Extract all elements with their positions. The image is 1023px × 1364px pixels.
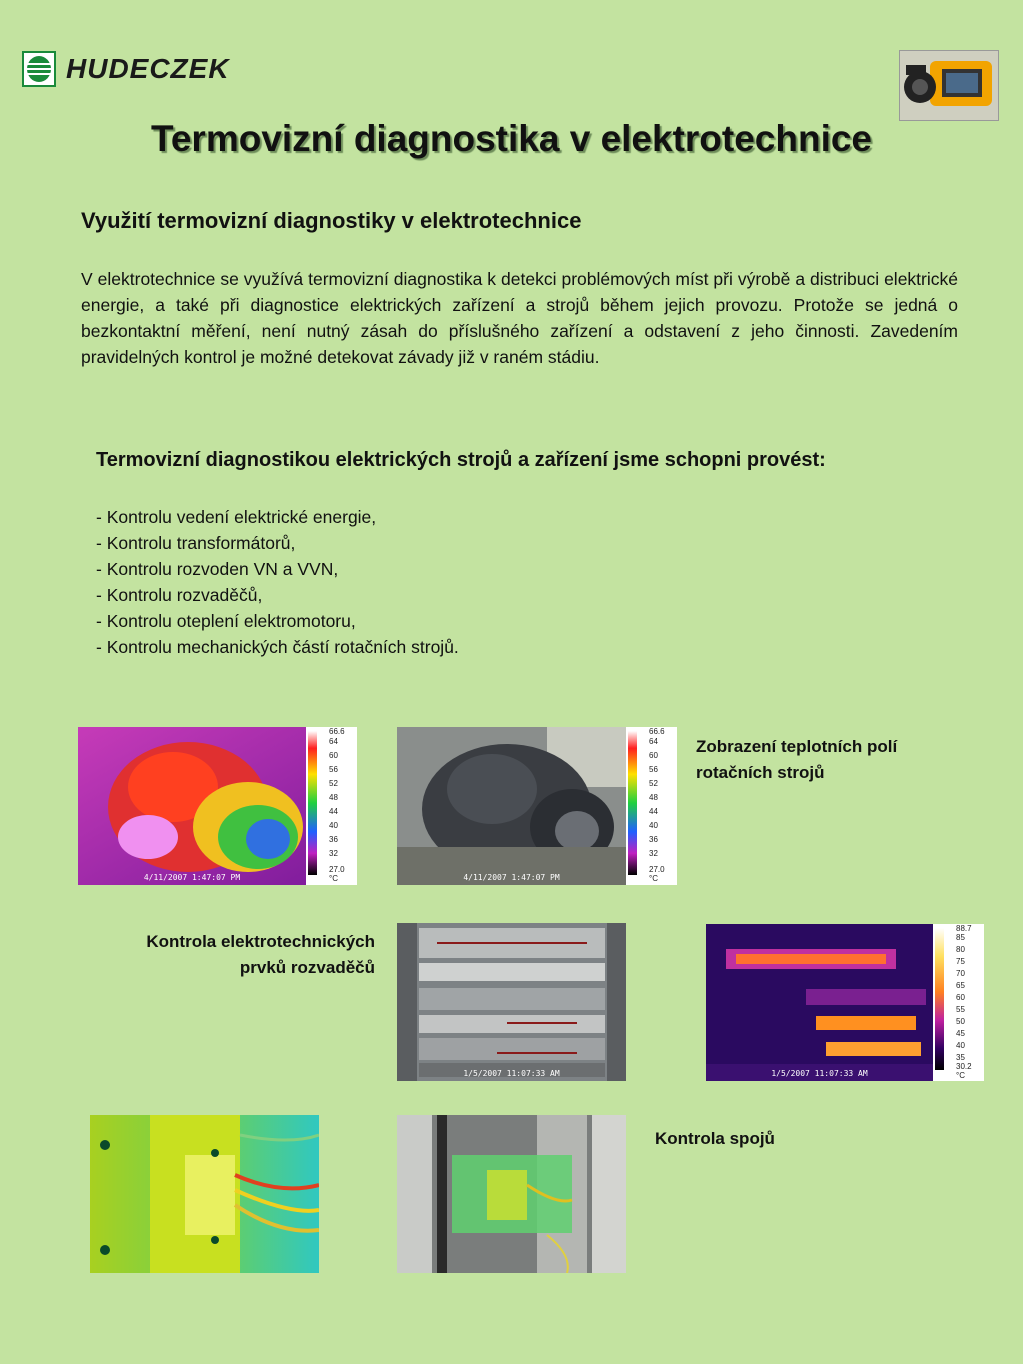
scale-tick: 36	[649, 835, 658, 844]
scale-tick: 44	[329, 807, 338, 816]
scale-tick: 60	[649, 751, 658, 760]
scale-tick: 35	[956, 1053, 965, 1062]
section-heading-usage: Využití termovizní diagnostiky v elektrotechnice	[81, 208, 582, 233]
list-item: - Kontrolu rozvoden VN a VVN,	[96, 559, 339, 579]
list-item: - Kontrolu mechanických částí rotačních strojů.	[96, 637, 459, 657]
scale-tick: 36	[329, 835, 338, 844]
timestamp: 4/11/2007 1:47:07 PM	[463, 873, 560, 882]
company-logo	[22, 50, 230, 88]
scale-tick: 48	[329, 793, 338, 802]
caption-switchboard: Kontrola elektrotechnických prvků rozvaděčů	[146, 932, 375, 977]
scale-tick: 44	[649, 807, 658, 816]
switchboard-thermogram-image	[706, 924, 984, 1081]
services-list	[96, 504, 459, 660]
timestamp: 1/5/2007 11:07:33 AM	[463, 1069, 560, 1078]
joint-photo-image	[397, 1115, 626, 1273]
logo-mark-icon	[22, 51, 56, 87]
scale-max: 88.7	[956, 924, 972, 933]
scale-tick: 56	[329, 765, 338, 774]
scale-tick: 40	[649, 821, 658, 830]
temperature-scale	[639, 727, 677, 885]
list-item: - Kontrolu oteplení elektromotoru,	[96, 611, 356, 631]
intro-paragraph: V elektrotechnice se využívá termovizní diagnostika k detekci problémových míst při výrobě a distribuci elektrické energie, a také při diagnostice elektrických zařízení a strojů během jejich provozu. Protože se jedná o bezkontaktní měření, není nutný zásah do příslušného zařízení a odstavení z jeho činnosti. Zavedením pravidelných kontrol je možné detekovat závady již v raném stádiu.	[81, 269, 958, 367]
scale-max: 66.6	[329, 727, 345, 736]
scale-max: 66.6	[649, 727, 665, 736]
scale-tick: 32	[649, 849, 658, 858]
scale-tick: 60	[329, 751, 338, 760]
scale-unit: °C	[329, 874, 338, 883]
scale-tick: 85	[956, 933, 965, 942]
section-heading-services: Termovizní diagnostikou elektrických strojů a zařízení jsme schopni provést:	[96, 449, 826, 471]
temperature-scale	[319, 727, 357, 885]
joint-thermogram-image	[90, 1115, 319, 1273]
caption-rotating-machines: Zobrazení teplotních polí rotačních strojů	[696, 737, 898, 782]
scale-unit: °C	[956, 1071, 965, 1080]
scale-unit: °C	[649, 874, 658, 883]
list-item: - Kontrolu rozvaděčů,	[96, 585, 263, 605]
scale-tick: 45	[956, 1029, 965, 1038]
scale-tick: 50	[956, 1017, 965, 1026]
switchboard-photo-image	[397, 923, 626, 1081]
thermal-camera-image	[899, 50, 999, 121]
scale-min: 30.2	[956, 1062, 972, 1071]
scale-tick: 52	[649, 779, 658, 788]
scale-tick: 75	[956, 957, 965, 966]
motor-photo-image	[397, 727, 677, 885]
list-item: - Kontrolu transformátorů,	[96, 533, 296, 553]
scale-min: 27.0	[329, 865, 345, 874]
scale-tick: 65	[956, 981, 965, 990]
caption-joints: Kontrola spojů	[655, 1129, 775, 1148]
logo-text: HUDECZEK	[66, 53, 230, 84]
scale-tick: 60	[956, 993, 965, 1002]
scale-tick: 40	[956, 1041, 965, 1050]
temperature-scale	[946, 924, 984, 1081]
scale-tick: 70	[956, 969, 965, 978]
page-title: Termovizní diagnostika v elektrotechnice	[150, 118, 873, 159]
scale-tick: 64	[329, 737, 338, 746]
scale-tick: 80	[956, 945, 965, 954]
motor-thermogram-image	[78, 727, 357, 885]
scale-tick: 64	[649, 737, 658, 746]
scale-tick: 32	[329, 849, 338, 858]
scale-tick: 52	[329, 779, 338, 788]
scale-min: 27.0	[649, 865, 665, 874]
scale-tick: 40	[329, 821, 338, 830]
timestamp: 4/11/2007 1:47:07 PM	[143, 873, 241, 882]
scale-tick: 55	[956, 1005, 965, 1014]
scale-tick: 56	[649, 765, 658, 774]
timestamp: 1/5/2007 11:07:33 AM	[771, 1069, 868, 1078]
list-item: - Kontrolu vedení elektrické energie,	[96, 507, 377, 527]
scale-tick: 48	[649, 793, 658, 802]
